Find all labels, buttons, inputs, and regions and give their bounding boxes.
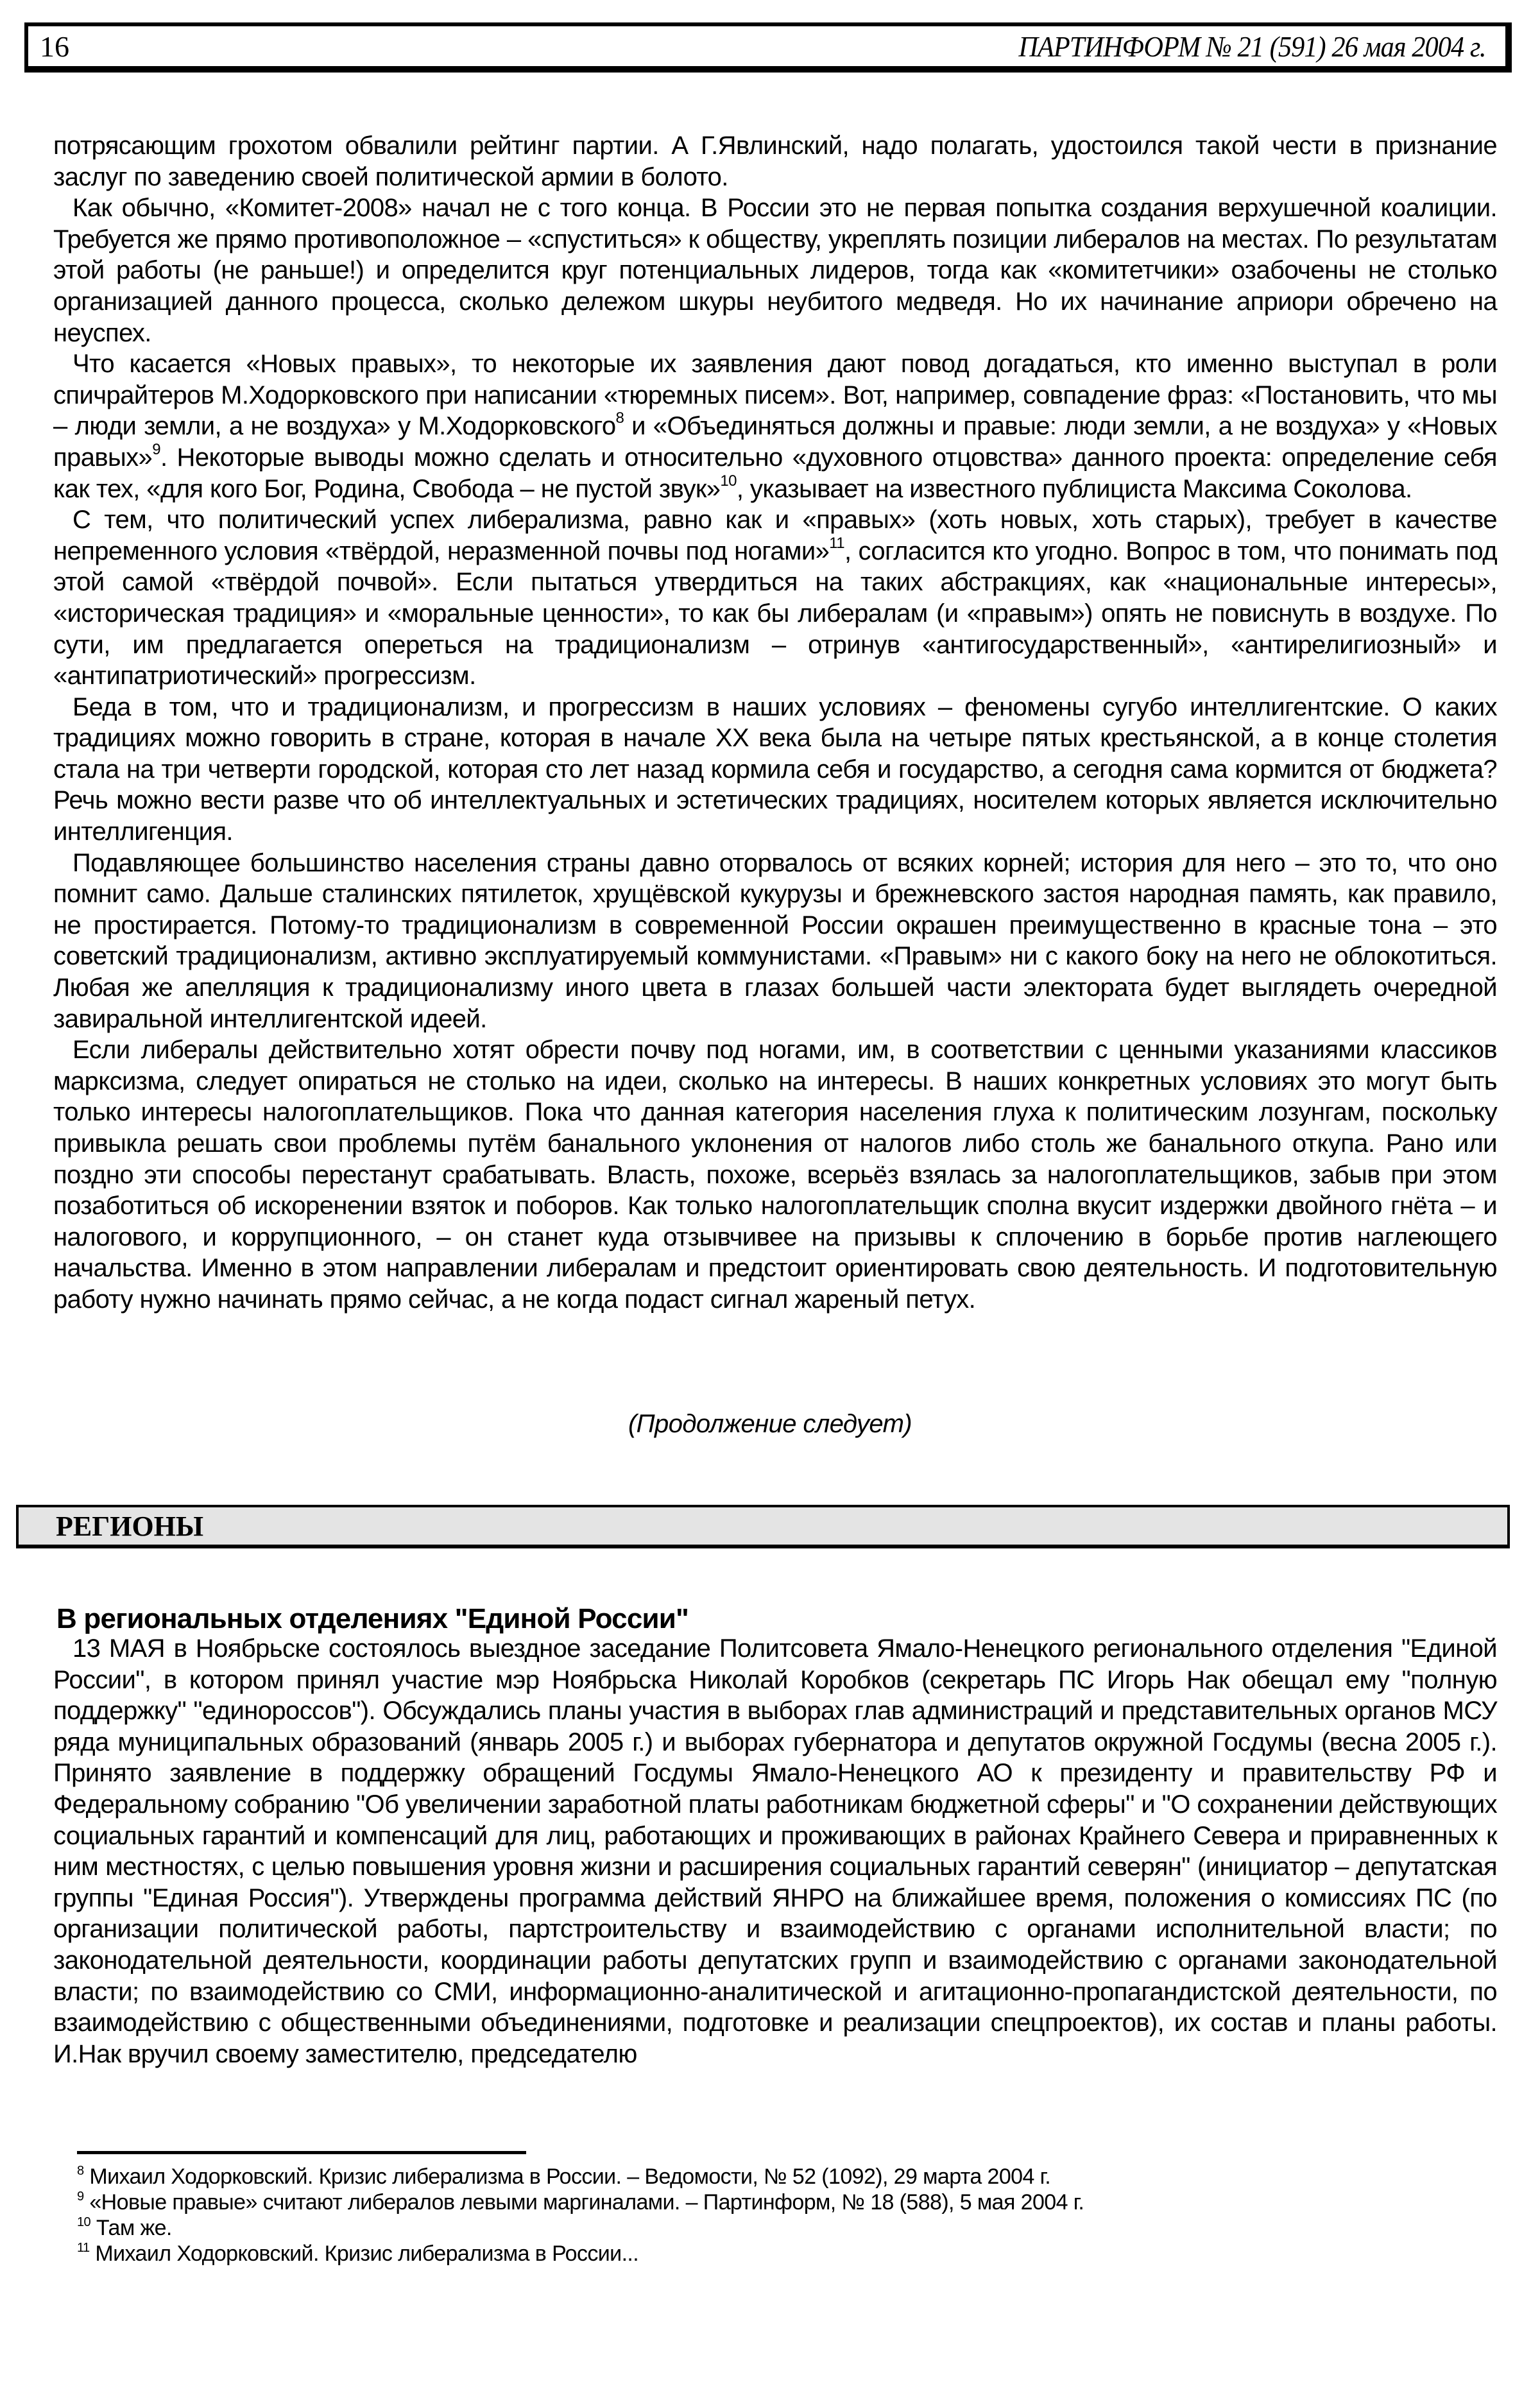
article-heading: В региональных отделениях "Единой России" [56, 1603, 689, 1634]
footnote-ref[interactable]: 8 [615, 409, 624, 427]
issue-title: ПАРТИНФОРМ № 21 (591) 26 мая 2004 г. [1018, 30, 1486, 63]
paragraph [53, 1034, 1497, 1315]
running-header [24, 22, 1512, 73]
paragraph-text: , согласится кто угодно. Вопрос в том, что понимать под этой самой «твёрдой почвой». Если пытаться утвердиться на таких абстракциях, как «национальные интересы», «историческая традиция» и «моральные ценности», то как бы либералам (и «правым») опять не повиснуть в воздухе. По сути, им предлагается опереться на традиционализм – отринув «антигосударственный», «антирелигиозный» и «антипатриотический» прогрессизм. [53, 536, 1497, 690]
paragraph [53, 692, 1497, 848]
footnote-10 [77, 2215, 1425, 2241]
section-label: РЕГИОНЫ [56, 1511, 204, 1542]
article-continuation-body [53, 130, 1497, 1315]
footnote-ref[interactable]: 9 [152, 440, 160, 458]
footnote-text: «Новые правые» считают либералов левыми маргиналами. – Партинформ, № 18 (588), 5 мая 2004 г. [83, 2190, 1084, 2215]
article-regional-body [53, 1633, 1497, 2069]
paragraph-text: , указывает на известного публициста Максима Соколова. [736, 474, 1412, 503]
footnote-number: 9 [77, 2189, 84, 2204]
paragraph-text: Беда в том, что и традиционализм, и прогрессизм в наших условиях – феномены сугубо интеллигентские. О каких традициях можно говорить в стране, которая в начале XX века была на четыре пятых крестьянской, а в конце столетия стала на три четверти городской, которая сто лет назад кормила себя и государство, а сегодня сама кормится от бюджета? Речь можно вести разве что об интеллектуальных и эстетических традициях, носителем которых является исключительно интеллигенция. [53, 692, 1497, 846]
paragraph [53, 348, 1497, 504]
page-number: 16 [40, 30, 69, 63]
paragraph-text: 13 МАЯ в Ноябрьске состоялось выездное заседание Политсовета Ямало-Ненецкого регионального отделения "Единой России", в котором принял участие мэр Ноябрьска Николай Коробков (секретарь ПС Игорь Нак обещал ему "полную поддержку" "единороссов"). Обсуждались планы участия в выборах глав администраций и представительных органов МСУ ряда муниципальных образований (январь 2005 г.) и выборах губернатора и депутатов окружной Госдумы (весна 2005 г.). Принято заявление в поддержку обращений Госдумы Ямало-Ненецкого АО к президенту и правительству РФ и Федеральному собранию "Об увеличении заработной платы работникам бюджетной сферы" и "О сохранении действующих социальных гарантий и компенсаций для лиц, работающих и проживающих в районах Крайнего Севера и приравненных к ним местностях, с целью повышения уровня жизни и расширения социальных гарантий северян" (инициатор – депутатская группы "Единая Россия"). Утверждены программа действий ЯНРО на ближайшее время, положения о комиссиях ПС (по организации политической работы, партстроительству и взаимодействию с органами исполнительной власти; по законодательной деятельности, координации работы депутатских групп и взаимодействию с органами законодательной власти; по взаимодействию со СМИ, информационно-аналитической и агитационно-пропагандистской деятельности, по взаимодействию с общественными объединениями, подготовке и реализации спецпроектов), их состав и планы работы. И.Нак вручил своему заместителю, председателю [53, 1634, 1497, 2068]
paragraph [53, 193, 1497, 348]
footnote-8 [77, 2164, 1425, 2189]
footnote-divider [77, 2151, 526, 2154]
footnote-number: 8 [77, 2164, 84, 2178]
footnote-9 [77, 2189, 1425, 2215]
paragraph-text: Подавляющее большинство населения страны давно оторвалось от всяких корней; история для него – это то, что оно помнит само. Дальше сталинских пятилеток, хрущёвской кукурузы и брежневского застоя народная память, как правило, не простирается. Потому-то традиционализм в современной России окрашен преимущественно в красные тона – это советский традиционализм, активно эксплуатируемый коммунистами. «Правым» ни с какого боку на него не облокотиться. Любая же апелляция к традиционализму иного цвета в глазах большей части электората будет выглядеть очередной завиральной интеллигентской идеей. [53, 848, 1497, 1033]
footnote-number: 11 [77, 2241, 90, 2255]
section-banner-regions [16, 1505, 1510, 1548]
footnote-text: Михаил Ходорковский. Кризис либерализма в России... [89, 2241, 639, 2266]
paragraph-text: . Некоторые выводы можно сделать и относительно «духовного отцовства» данного проекта: определение себя как тех, «для кого Бог, Родина, Свобода – не пустой звук» [53, 443, 1497, 503]
paragraph-text: Как обычно, «Комитет-2008» начал не с того конца. В России это не первая попытка создания верхушечной коалиции. Требуется же прямо противоположное – «спуститься» к обществу, укреплять позиции либералов на местах. По результатам этой работы (не раньше!) и определится круг потенциальных лидеров, тогда как «комитетчики» озабочены не столько организацией данного процесса, сколько дележом шкуры неубитого медведя. Но их начинание априори обречено на неуспех. [53, 194, 1497, 347]
paragraph-text: потрясающим грохотом обвалили рейтинг партии. А Г.Явлинский, надо полагать, удостоился такой чести в признание заслуг по заведению своей политической армии в болото. [53, 132, 1497, 191]
footnote-text: Там же. [90, 2216, 172, 2240]
continued-label: (Продолжение следует) [628, 1410, 912, 1438]
footnote-text: Михаил Ходорковский. Кризис либерализма в России. – Ведомости, № 52 (1092), 29 марта 2004 г. [83, 2164, 1051, 2189]
footnote-ref[interactable]: 10 [720, 472, 737, 490]
paragraph [53, 1633, 1497, 2069]
paragraph-text: Что касается «Новых правых», то некоторые их заявления дают повод догадаться, кто именно выступал в роли спичрайтеров М.Ходорковского при написании «тюремных писем». Вот, например, совпадение фраз: «Постановить, что мы – люди земли, а не воздуха» у М.Ходорковского [53, 350, 1497, 441]
paragraph [53, 130, 1497, 193]
footnote-number: 10 [77, 2215, 91, 2229]
paragraph [53, 504, 1497, 692]
footnote-ref[interactable]: 11 [829, 534, 845, 552]
paragraph [53, 848, 1497, 1035]
paragraph-text: С тем, что политический успех либерализма, равно как и «правых» (хоть новых, хоть старых), требует в качестве непременного условия «твёрдой, неразменной почвы под ногами» [53, 506, 1497, 565]
footnote-11 [77, 2241, 1425, 2266]
paragraph-text: Если либералы действительно хотят обрести почву под ногами, им, в соответствии с ценными указаниями классиков марксизма, следует опираться не столько на идеи, сколько на интересы. В наших конкретных условиях это могут быть только интересы налогоплательщиков. Пока что данная категория населения глуха к политическим лозунгам, поскольку привыкла решать свои проблемы путём банального уклонения от налогов либо столь же банального откупа. Рано или поздно эти способы перестанут срабатывать. Власть, похоже, всерьёз взялась за налогоплательщиков, забыв при этом позаботиться об искоренении взяток и поборов. Как только налогоплательщик сполна вкусит издержки двойного гнёта – и налогового, и коррупционного, – он станет куда отзывчивее на призывы к сплочению в борьбе против наглеющего начальства. Именно в этом направлении либералам и предстоит ориентировать свою деятельность. И подготовительную работу нужно начинать прямо сейчас, а не когда подаст сигнал жареный петух. [53, 1036, 1497, 1314]
paragraph-text: и «Объединяться должны и правые: люди земли, а не воздуха» у «Новых правых» [53, 412, 1497, 472]
footnotes [77, 2164, 1425, 2266]
